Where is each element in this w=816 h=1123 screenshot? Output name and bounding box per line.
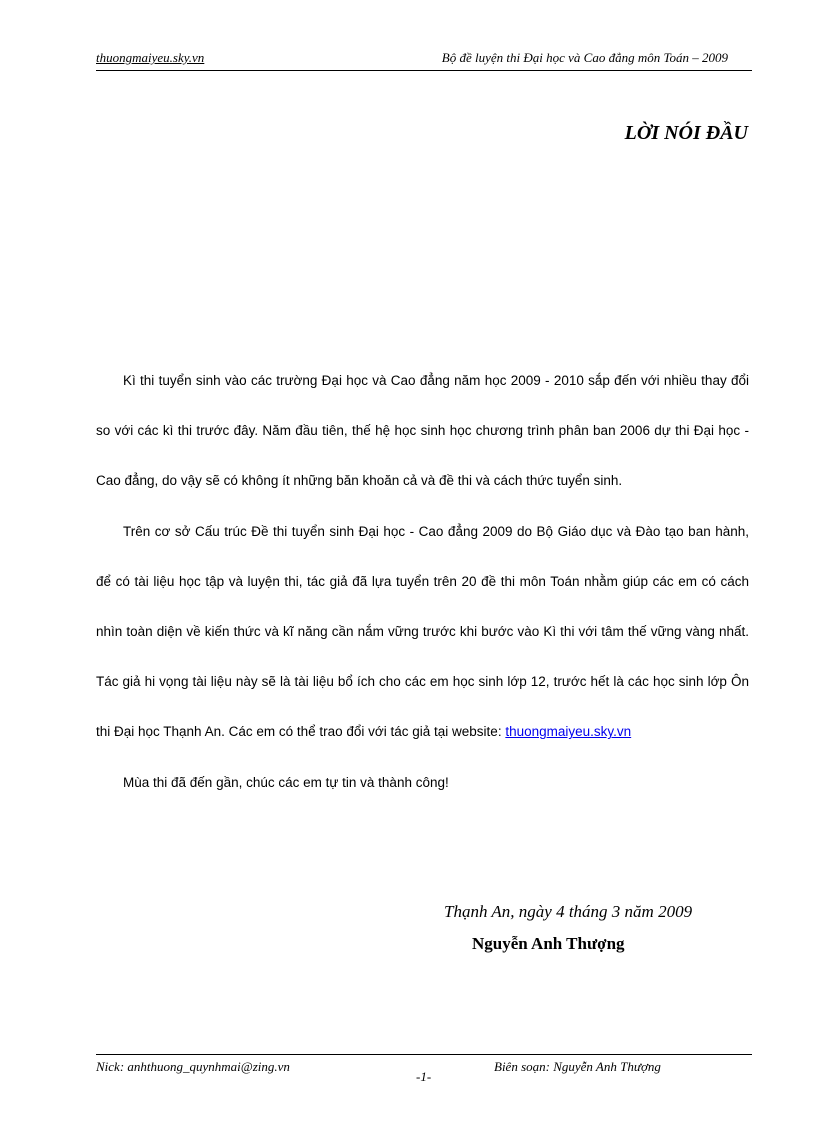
- page-footer: [96, 1054, 752, 1095]
- website-link[interactable]: thuongmaiyeu.sky.vn: [505, 724, 632, 740]
- footer-nick: Nick: anhthuong_quynhmai@zing.vn: [96, 1059, 290, 1074]
- paragraph-2-text: Trên cơ sở Cấu trúc Đề thi tuyển sinh Đại học - Cao đẳng 2009 do Bộ Giáo dục và Đào tạo ban hành, để có tài liệu học tập và luyện thi, tác giả đã lựa tuyển trên 20 đề thi môn Toán nhằm giúp các em có cách nhìn toàn diện về kiến thức và kĩ năng cần nắm vững trước khi bước vào Kì thi với tâm thế vững vàng nhất. Tác giả hi vọng tài liệu này sẽ là tài liệu bổ ích cho các em học sinh lớp 12, trước hết là các học sinh lớp Ôn thi Đại học Thạnh An. Các em có thể trao đổi với tác giả tại website:: [96, 523, 749, 740]
- page-title: LỜI NÓI ĐẦU: [624, 122, 748, 144]
- paragraph-2: [96, 507, 749, 758]
- footer-compiler: Biên soạn: Nguyễn Anh Thượng: [494, 1059, 661, 1074]
- paragraph-3: Mùa thi đã đến gần, chúc các em tự tin và thành công!: [123, 774, 449, 790]
- document-body: [96, 356, 749, 808]
- date-line: Thạnh An, ngày 4 tháng 3 năm 2009: [444, 902, 693, 921]
- page-header: [96, 50, 752, 71]
- header-book-title: Bộ đề luyện thi Đại học và Cao đẳng môn Toán – 2009: [441, 50, 728, 65]
- paragraph-1: Kì thi tuyển sinh vào các trường Đại học và Cao đẳng năm học 2009 - 2010 sắp đến với nhiều thay đổi so với các kì thi trước đây. Năm đầu tiên, thế hệ học sinh học chương trình phân ban 2006 dự thi Đại học - Cao đẳng, do vậy sẽ có không ít những băn khoăn cả và đề thi và cách thức tuyển sinh.: [96, 373, 749, 489]
- header-site[interactable]: thuongmaiyeu.sky.vn: [96, 50, 205, 65]
- author-name: Nguyễn Anh Thượng: [472, 934, 625, 953]
- page-number: -1-: [416, 1069, 432, 1084]
